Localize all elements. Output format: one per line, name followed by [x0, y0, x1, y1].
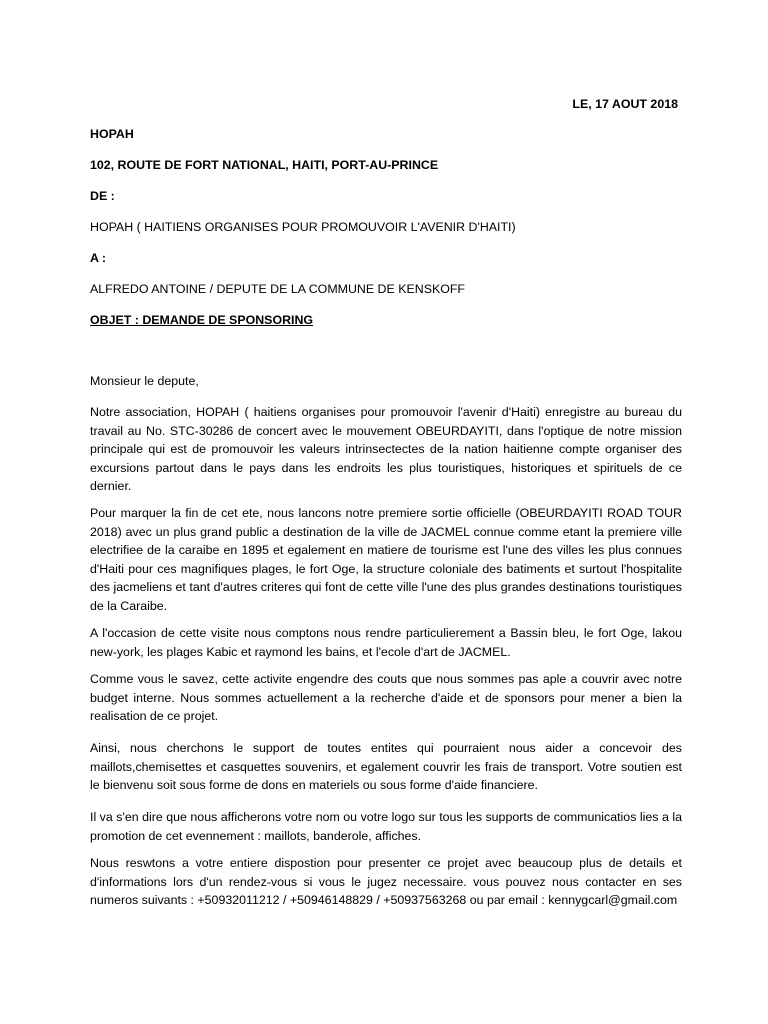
from-label: DE : — [90, 189, 115, 203]
body-paragraph-6: Il va s'en dire que nous afficherons votre nom ou votre logo sur tous les supports de communicatios lies a la promotion de cet evennement : maillots, banderole, affiches. — [90, 810, 682, 843]
from-value: HOPAH ( HAITIENS ORGANISES POUR PROMOUVOIR L'AVENIR D'HAITI) — [90, 220, 516, 234]
body-paragraph-3: A l'occasion de cette visite nous comptons nous rendre particulierement a Bassin bleu, le fort Oge, lakou new-york, les plages Kabic et raymond les bains, et l'ecole d'art de JACMEL. — [90, 626, 682, 659]
body-paragraph-7: Nous reswtons a votre entiere dispostion pour presenter ce projet avec beaucoup plus de details et d'informations lors d'un rendez-vous si vous le jugez necessaire. vous pouvez nous contacter en ses numeros suivants : +50932011212 / +50946148829 / +50937563268 ou par email : kennygcarl@gmail.com — [90, 856, 682, 908]
org-address: 102, ROUTE DE FORT NATIONAL, HAITI, PORT-AU-PRINCE — [90, 158, 439, 172]
salutation: Monsieur le depute, — [90, 374, 199, 388]
to-value: ALFREDO ANTOINE / DEPUTE DE LA COMMUNE DE KENSKOFF — [90, 282, 465, 296]
body-paragraph-5: Ainsi, nous cherchons le support de toutes entites qui pourraient nous aider a concevoir des maillots,chemisettes et casquettes souvenirs, et egalement couvrir les frais de transport. Votre soutien est le bienvenu soit sous forme de dons en materiels ou sous forme d'aide financiere. — [90, 741, 682, 793]
letter-date: LE, 17 AOUT 2018 — [572, 97, 678, 111]
body-paragraph-1: Notre association, HOPAH ( haitiens organises pour promouvoir l'avenir d'Haiti) enregistre au bureau du travail au No. STC-30286 de concert avec le mouvement OBEURDAYITI, dans l'optique de notre mission principale qui est de promouvoir les valeurs intrinsectectes de la nation haitienne compte organiser des excursions partout dans le pays dans les endroits les plus touristiques, historiques et spirituels de ce dernier. — [90, 405, 682, 494]
org-name: HOPAH — [90, 127, 134, 141]
body-paragraph-4: Comme vous le savez, cette activite engendre des couts que nous sommes pas aple a couvrir avec notre budget interne. Nous sommes actuellement a la recherche d'aide et de sponsors pour mener a bien la realisation de ce projet. — [90, 672, 682, 724]
subject-line: OBJET : DEMANDE DE SPONSORING — [90, 313, 314, 327]
body-paragraph-2: Pour marquer la fin de cet ete, nous lancons notre premiere sortie officielle (OBEURDAYITI ROAD TOUR 2018) avec un plus grand public a destination de la ville de JACMEL connue comme etant la premiere ville electrifiee de la caraibe en 1895 et egalement en matiere de tourisme est l'une des villes les plus connues d'Haiti pour ces magnifiques plages, le fort Oge, la structure coloniale des batiments et surtout l'hospitalite des jacmeliens et tant d'autres criteres qui font de cette ville l'une des plus grandes destinations touristiques de la Caraibe. — [90, 506, 682, 613]
to-label: A : — [90, 251, 107, 265]
